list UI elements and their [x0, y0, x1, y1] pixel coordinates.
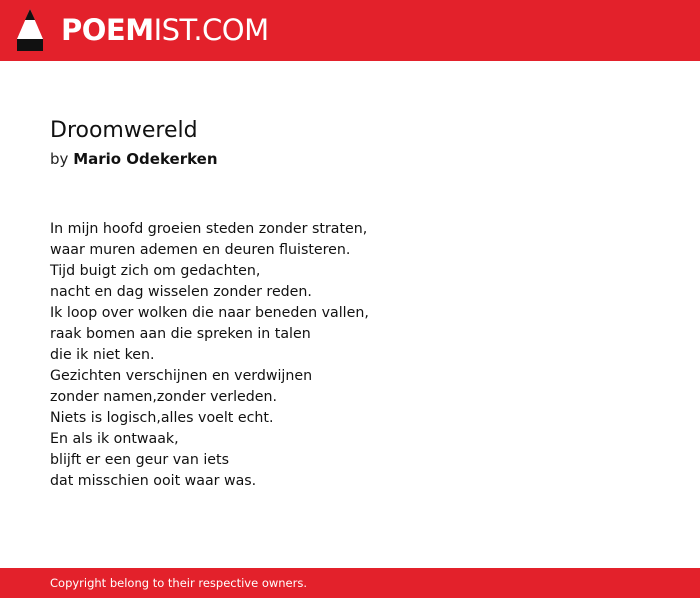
poem-line: dat misschien ooit waar was. — [50, 473, 257, 489]
poem-line: Tijd buigt zich om gedachten, — [50, 263, 261, 279]
copyright-text: Copyright belong to their respective owners. — [50, 576, 308, 590]
by-label: by — [50, 150, 69, 168]
site-header — [0, 0, 700, 61]
poem-line: raak bomen aan die spreken in talen — [50, 326, 311, 342]
site-footer — [0, 568, 700, 598]
site-logo[interactable] — [61, 12, 269, 48]
poem-line: Niets is logisch,alles voelt echt. — [50, 410, 274, 426]
poem-line: nacht en dag wisselen zonder reden. — [50, 284, 312, 300]
poem-line: In mijn hoofd groeien steden zonder straten, — [50, 221, 368, 237]
poem-line: En als ik ontwaak, — [50, 431, 179, 447]
poem-body — [50, 219, 650, 492]
poem-line: Gezichten verschijnen en verdwijnen — [50, 368, 313, 384]
poem-line: blijft er een geur van iets — [50, 452, 229, 468]
logo-bold-text: POEM — [61, 13, 154, 47]
byline — [50, 149, 218, 169]
author-name[interactable]: Mario Odekerken — [73, 150, 218, 168]
poem-line: zonder namen,zonder verleden. — [50, 389, 277, 405]
poem-title: Droomwereld — [50, 118, 198, 143]
logo-light-text: IST.COM — [153, 13, 269, 47]
poem-line: die ik niet ken. — [50, 347, 155, 363]
poem-line: waar muren ademen en deuren fluisteren. — [50, 242, 351, 258]
poem-line: Ik loop over wolken die naar beneden vallen, — [50, 305, 369, 321]
pencil-tip-icon[interactable] — [17, 9, 43, 51]
